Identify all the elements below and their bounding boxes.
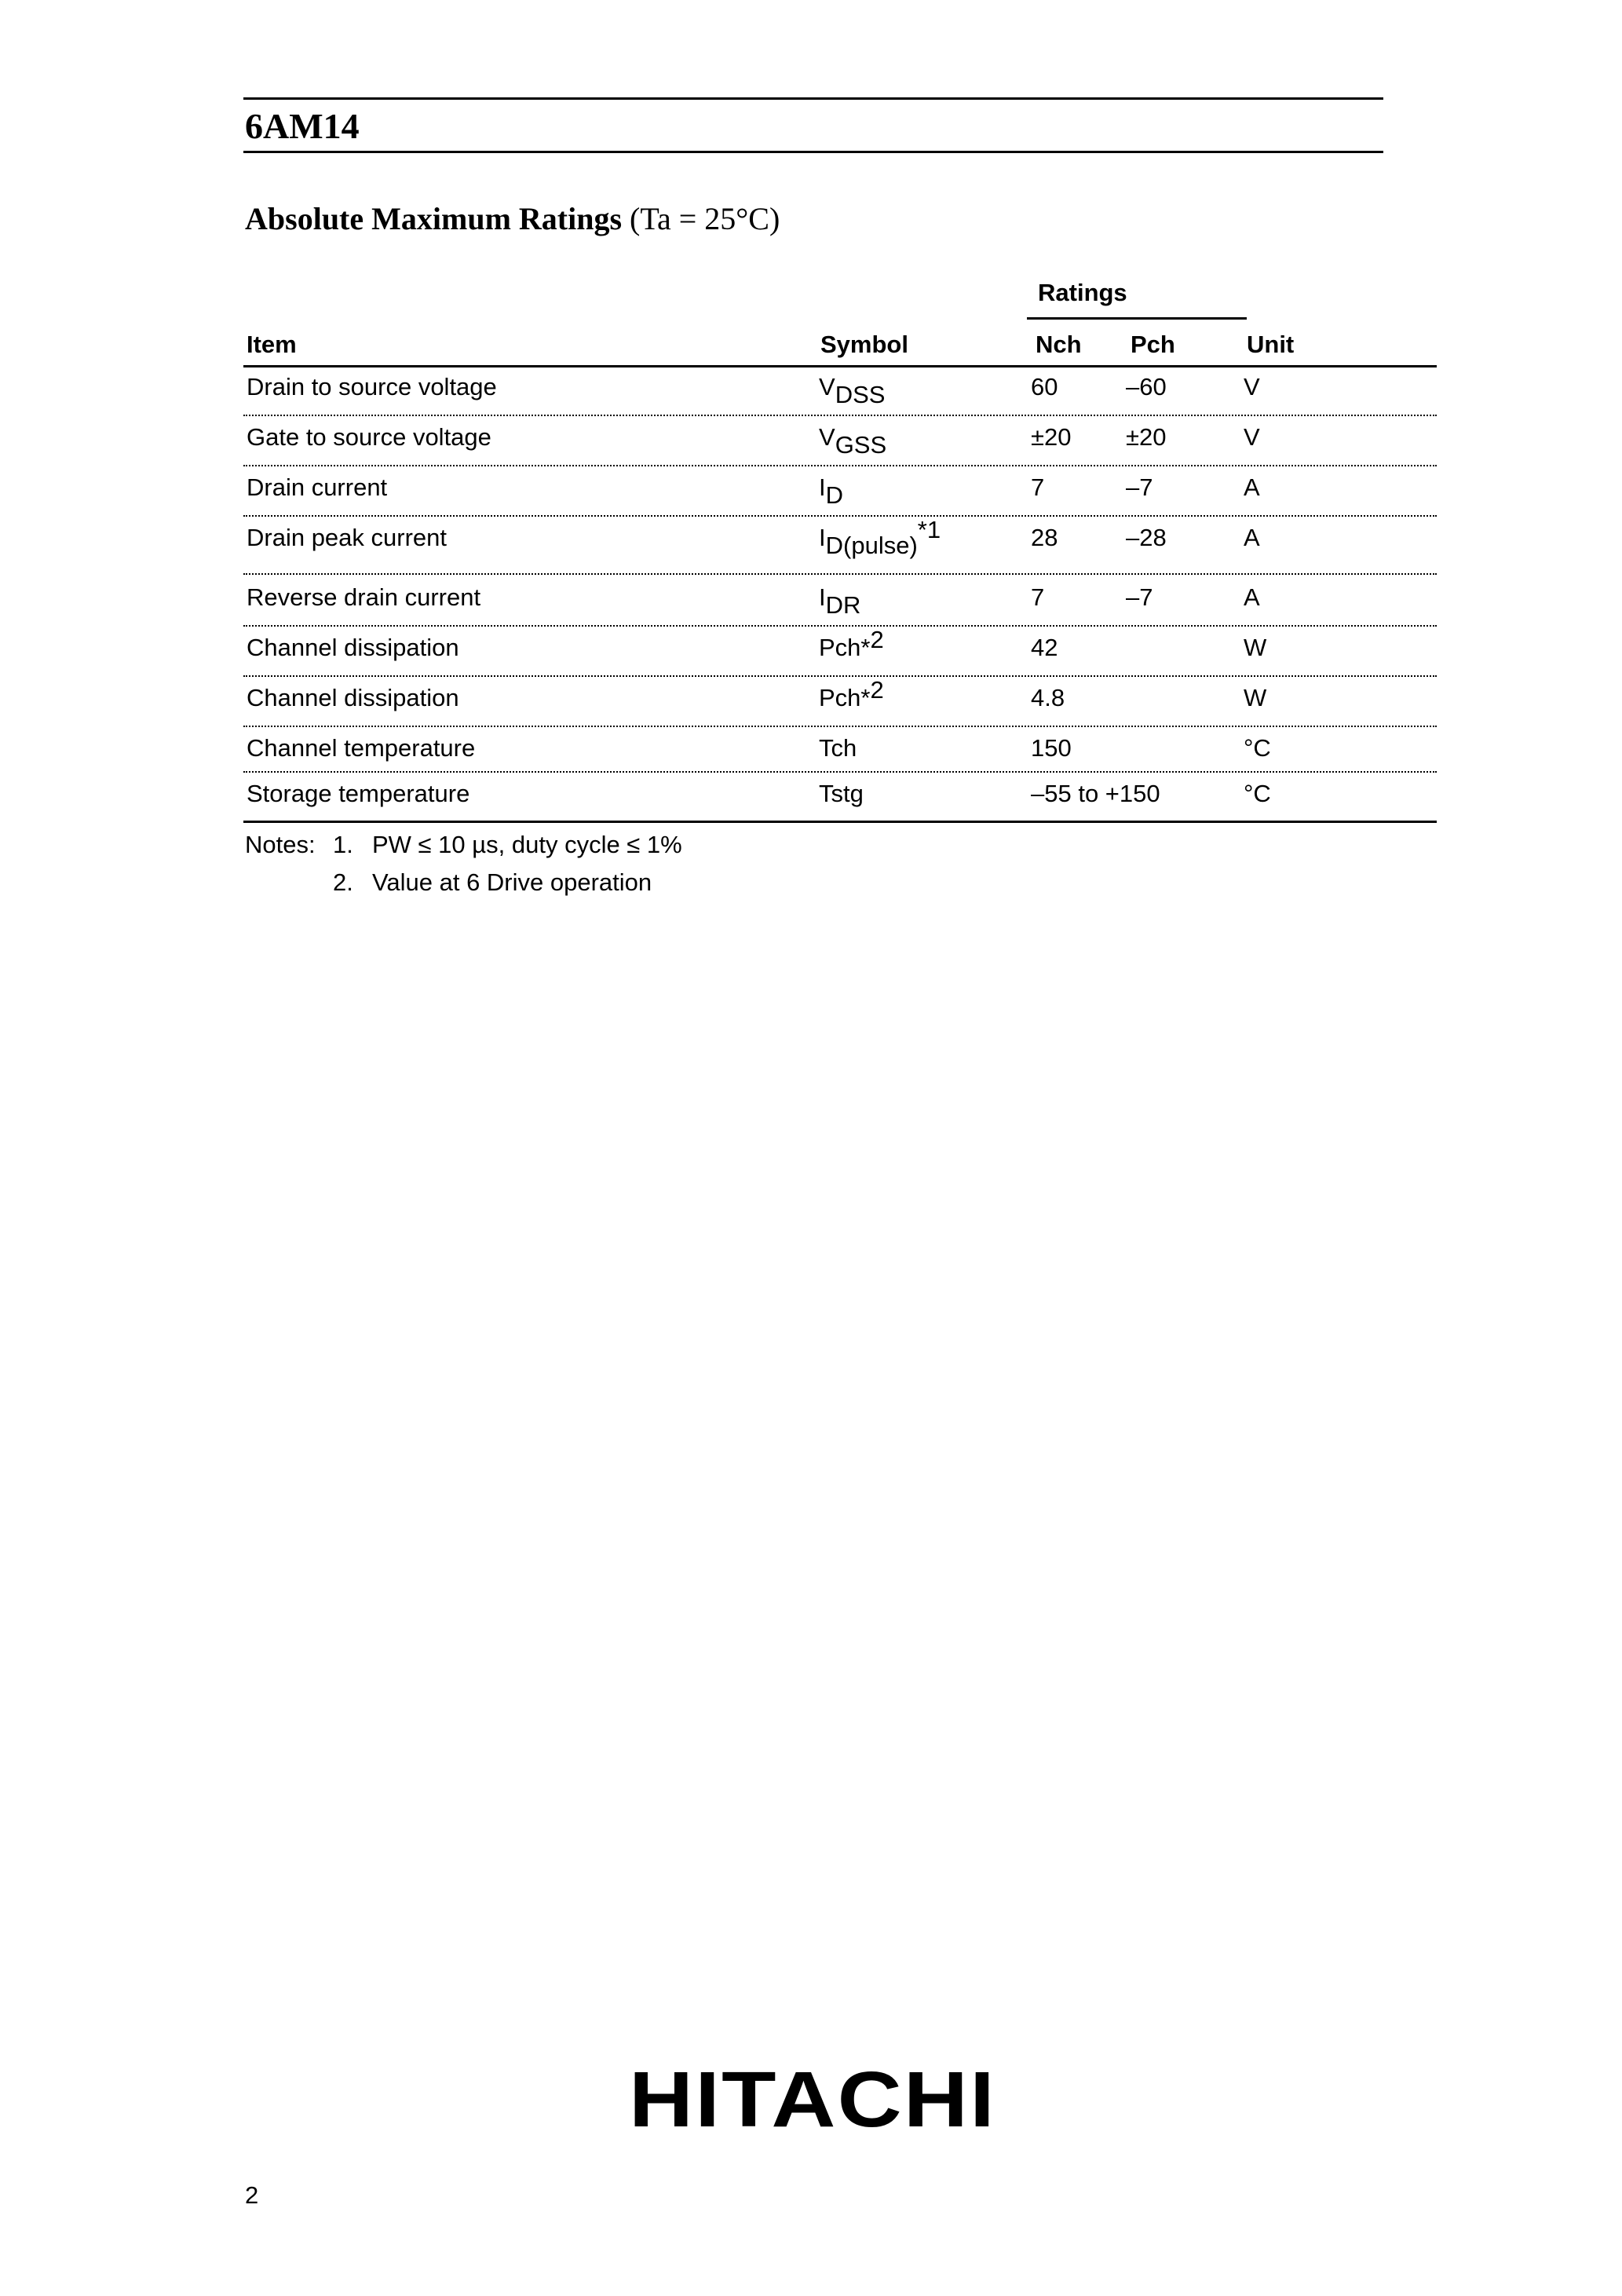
- cell-item: Channel dissipation: [247, 634, 459, 661]
- ratings-group-header: Ratings: [1038, 279, 1127, 306]
- symbol-subscript: DSS: [835, 381, 886, 408]
- symbol-footnote: *1: [917, 516, 941, 543]
- cell-nch: 7: [1031, 473, 1045, 501]
- table-bottom-rule: [243, 821, 1437, 823]
- symbol-subscript: D(pulse): [825, 532, 918, 559]
- cell-nch: ±20: [1031, 423, 1072, 451]
- header-pch: Pch: [1131, 331, 1175, 358]
- cell-nch: 28: [1031, 524, 1058, 551]
- cell-item: Gate to source voltage: [247, 423, 491, 451]
- cell-symbol: [819, 473, 844, 509]
- cell-item: Storage temperature: [247, 780, 470, 807]
- note-1-number: 1.: [333, 831, 353, 858]
- header-symbol: Symbol: [820, 331, 908, 358]
- section-title-condition: (Ta = 25°C): [630, 201, 780, 236]
- notes-label: Notes:: [245, 831, 316, 858]
- cell-nch: 150: [1031, 734, 1072, 762]
- cell-item: Drain current: [247, 473, 388, 501]
- cell-unit: W: [1244, 684, 1267, 711]
- header-top-rule: [243, 97, 1383, 100]
- part-number: 6AM14: [245, 106, 360, 146]
- section-title: [245, 203, 780, 235]
- hitachi-logo-graphic: [624, 2064, 1001, 2134]
- cell-symbol: [819, 676, 884, 711]
- note-1-text: PW ≤ 10 µs, duty cycle ≤ 1%: [372, 831, 682, 858]
- cell-pch: –7: [1126, 583, 1153, 611]
- cell-nch: 60: [1031, 373, 1058, 400]
- symbol-footnote: 2: [870, 626, 884, 653]
- cell-unit: A: [1244, 583, 1260, 611]
- cell-item: Channel dissipation: [247, 684, 459, 711]
- cell-unit: °C: [1244, 780, 1271, 807]
- cell-item: Drain to source voltage: [247, 373, 497, 400]
- symbol-footnote: 2: [870, 676, 884, 704]
- cell-symbol: [819, 516, 941, 559]
- row-separator: [243, 625, 1437, 627]
- row-separator: [243, 415, 1437, 416]
- row-separator: [243, 675, 1437, 677]
- cell-symbol: [819, 781, 864, 806]
- row-separator: [243, 771, 1437, 773]
- cell-symbol: [819, 626, 884, 661]
- note-2-number: 2.: [333, 868, 353, 896]
- cell-item: Channel temperature: [247, 734, 476, 762]
- symbol-base: Tstg: [819, 780, 864, 807]
- row-separator: [243, 515, 1437, 517]
- cell-pch: ±20: [1126, 423, 1167, 451]
- cell-nch: 42: [1031, 634, 1058, 661]
- cell-unit: W: [1244, 634, 1267, 661]
- cell-unit: A: [1244, 524, 1260, 551]
- symbol-base: I: [819, 524, 826, 551]
- cell-unit: A: [1244, 473, 1260, 501]
- cell-pch: –60: [1126, 373, 1167, 400]
- note-2-text: Value at 6 Drive operation: [372, 868, 652, 896]
- row-separator: [243, 465, 1437, 466]
- header-nch: Nch: [1036, 331, 1082, 358]
- cell-symbol: [819, 736, 857, 760]
- cell-pch: –28: [1126, 524, 1167, 551]
- cell-item: Reverse drain current: [247, 583, 481, 611]
- header-rule: [243, 365, 1437, 367]
- cell-symbol: [819, 373, 886, 408]
- symbol-base: I: [819, 583, 826, 611]
- cell-nch: 4.8: [1031, 684, 1065, 711]
- page-number: 2: [245, 2181, 259, 2209]
- symbol-base: V: [819, 373, 835, 400]
- row-separator: [243, 573, 1437, 575]
- hitachi-logo: [624, 2064, 1001, 2134]
- cell-unit: °C: [1244, 734, 1271, 762]
- symbol-base: V: [819, 423, 835, 451]
- cell-pch: –7: [1126, 473, 1153, 501]
- cell-unit: V: [1244, 373, 1260, 400]
- header-bottom-rule: [243, 151, 1383, 153]
- cell-symbol: [819, 583, 861, 619]
- symbol-base: I: [819, 473, 826, 501]
- cell-nch: –55 to +150: [1031, 780, 1160, 807]
- cell-unit: V: [1244, 423, 1260, 451]
- row-separator: [243, 726, 1437, 727]
- section-title-main: Absolute Maximum Ratings: [245, 201, 623, 236]
- symbol-base: Tch: [819, 734, 857, 762]
- cell-nch: 7: [1031, 583, 1045, 611]
- symbol-subscript: GSS: [835, 431, 887, 459]
- logo-text: HITACHI: [629, 2064, 996, 2134]
- header-item: Item: [247, 331, 297, 358]
- ratings-group-rule: [1027, 317, 1247, 320]
- symbol-base: Pch*: [819, 634, 871, 661]
- symbol-base: Pch*: [819, 684, 871, 711]
- header-unit: Unit: [1247, 331, 1295, 358]
- symbol-subscript: D: [825, 481, 844, 509]
- symbol-subscript: DR: [825, 591, 861, 619]
- cell-item: Drain peak current: [247, 524, 448, 551]
- cell-symbol: [819, 423, 887, 459]
